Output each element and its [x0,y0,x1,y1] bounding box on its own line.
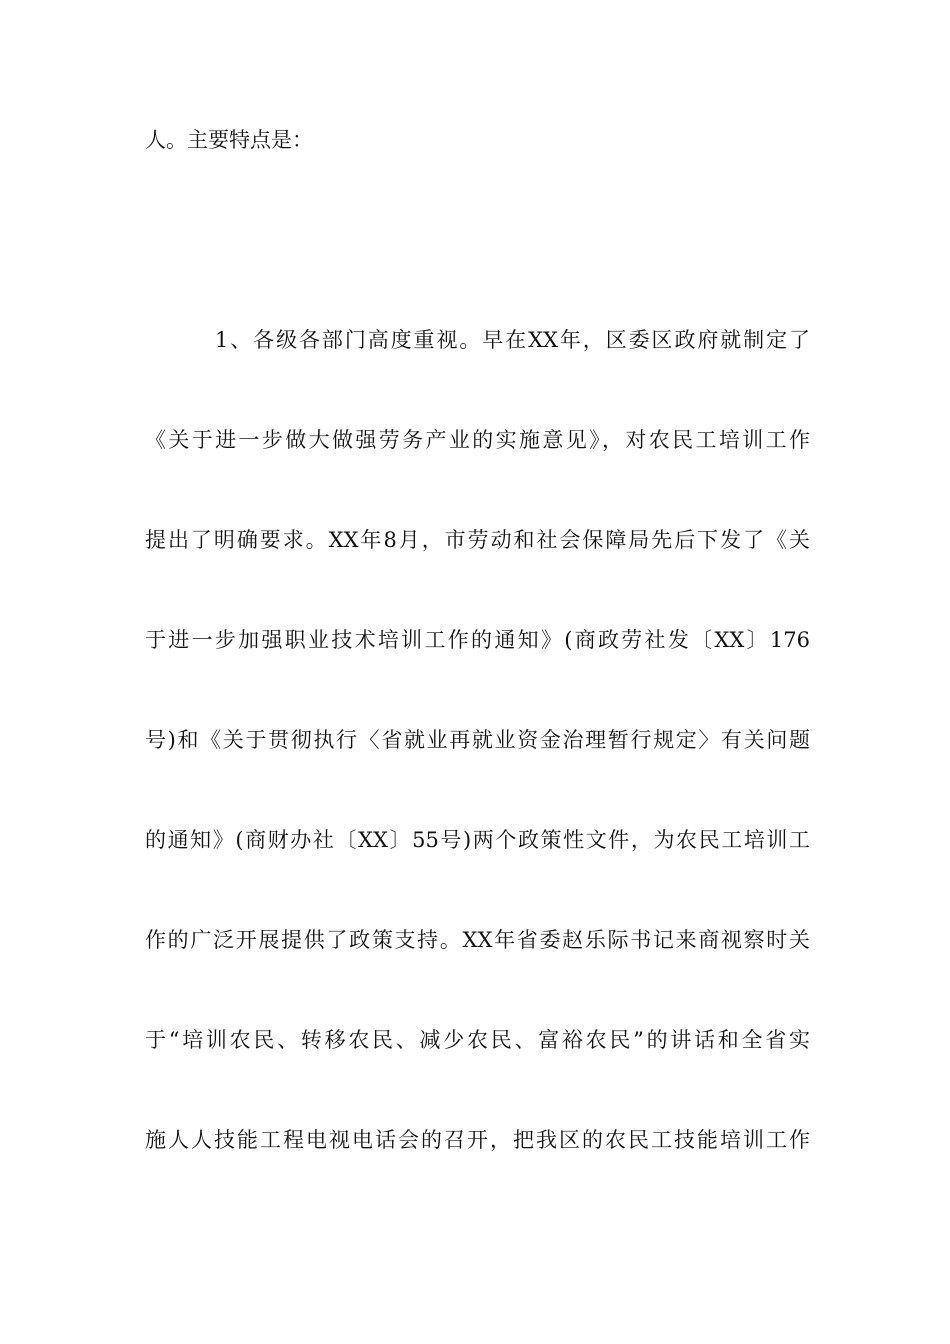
text-line-9: 于“培训农民、转移农民、减少农民、富裕农民”的讲话和全省实 [145,1028,810,1052]
text-line-8: 作的广泛开展提供了政策支持。XX年省委赵乐际书记来商视察时关 [145,928,810,952]
text-line-5: 于进一步加强职业技术培训工作的通知》(商政劳社发〔XX〕176 [145,628,810,652]
text-line-4: 提出了明确要求。XX年8月，市劳动和社会保障局先后下发了《关 [145,528,810,552]
text-line-3: 《关于进一步做大做强劳务产业的实施意见》，对农民工培训工作 [145,428,810,452]
text-line-6: 号)和《关于贯彻执行〈省就业再就业资金治理暂行规定〉有关问题 [145,728,810,752]
text-line-1: 人。主要特点是： [145,128,313,152]
paragraph-first-line: 1、各级各部门高度重视。早在XX年，区委区政府就制定了 [215,328,810,352]
text-line-7: 的通知》(商财办社〔XX〕55号)两个政策性文件，为农民工培训工 [145,828,810,852]
text-line-10: 施人人技能工程电视电话会的召开，把我区的农民工技能培训工作 [145,1128,810,1152]
